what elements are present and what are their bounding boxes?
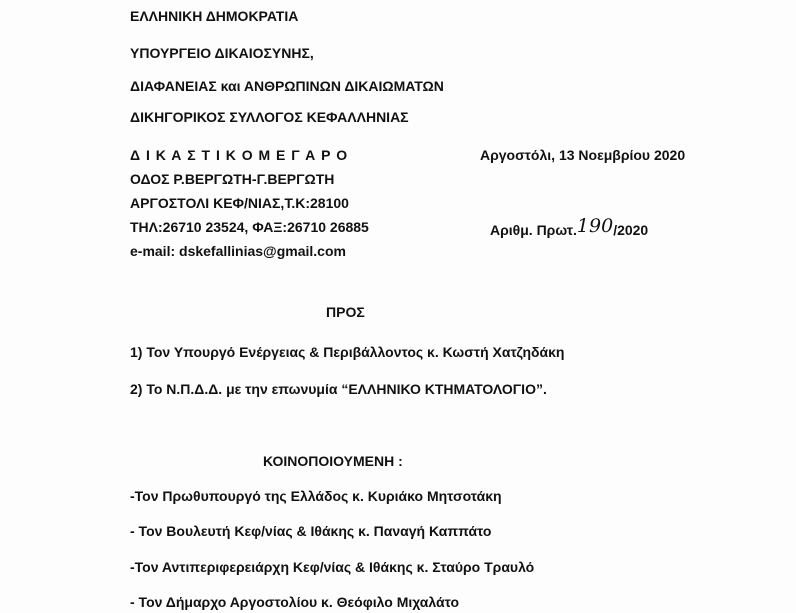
header-country: ΕΛΛΗΝΙΚΗ ΔΗΜΟΚΡΑΤΙΑ <box>130 8 299 24</box>
recipient-item: 2) Το Ν.Π.Δ.Δ. με την επωνυμία “ΕΛΛΗΝΙΚΟ ΚΤΗΜΑΤΟΛΟΓΙΟ”. <box>130 381 547 397</box>
protocol-suffix: /2020 <box>613 222 649 238</box>
recipients-heading: ΠΡΟΣ <box>326 304 365 320</box>
cc-item: -Τον Αντιπεριφερειάρχη Κεφ/νίας & Ιθάκης κ. Σταύρο Τραυλό <box>130 559 535 575</box>
protocol-prefix: Αριθμ. Πρωτ. <box>490 222 577 238</box>
protocol-handwritten-number: 190 <box>576 215 614 237</box>
header-ministry-continued: ΔΙΑΦΑΝΕΙΑΣ και ΑΝΘΡΩΠΙΝΩΝ ΔΙΚΑΙΩΜΑΤΩΝ <box>130 78 444 94</box>
cc-item: - Τον Βουλευτή Κεφ/νίας & Ιθάκης κ. Παναγή Καππάτο <box>130 523 492 539</box>
sender-email: e-mail: dskefallinias@gmail.com <box>130 243 346 259</box>
cc-heading: ΚΟΙΝΟΠΟΙΟΥΜΕΝΗ : <box>263 453 403 469</box>
header-bar-association: ΔΙΚΗΓΟΡΙΚΟΣ ΣΥΛΛΟΓΟΣ ΚΕΦΑΛΛΗΝΙΑΣ <box>130 109 409 125</box>
recipient-item: 1) Τον Υπουργό Ενέργειας & Περιβάλλοντος κ. Κωστή Χατζηδάκη <box>130 344 565 360</box>
cc-item: -Τον Πρωθυπουργό της Ελλάδος κ. Κυριάκο Μητσοτάκη <box>130 488 502 504</box>
cc-item: - Τον Δήμαρχο Αργοστολίου κ. Θεόφιλο Μιχαλάτο <box>130 594 460 610</box>
sender-city: ΑΡΓΟΣΤΟΛΙ ΚΕΦ/ΝΙΑΣ,Τ.Κ:28100 <box>130 195 349 211</box>
protocol-number <box>490 215 649 239</box>
sender-street: ΟΔΟΣ Ρ.ΒΕΡΓΩΤΗ-Γ.ΒΕΡΓΩΤΗ <box>130 171 335 187</box>
document-date: Αργοστόλι, 13 Νοεμβρίου 2020 <box>480 147 686 163</box>
sender-phone-fax: ΤΗΛ:26710 23524, ΦΑΞ:26710 26885 <box>130 219 369 235</box>
header-ministry: ΥΠΟΥΡΓΕΙΟ ΔΙΚΑΙΟΣΥΝΗΣ, <box>130 45 314 61</box>
sender-building: Δ Ι Κ Α Σ Τ Ι Κ Ο Μ Ε Γ Α Ρ Ο <box>130 147 349 163</box>
